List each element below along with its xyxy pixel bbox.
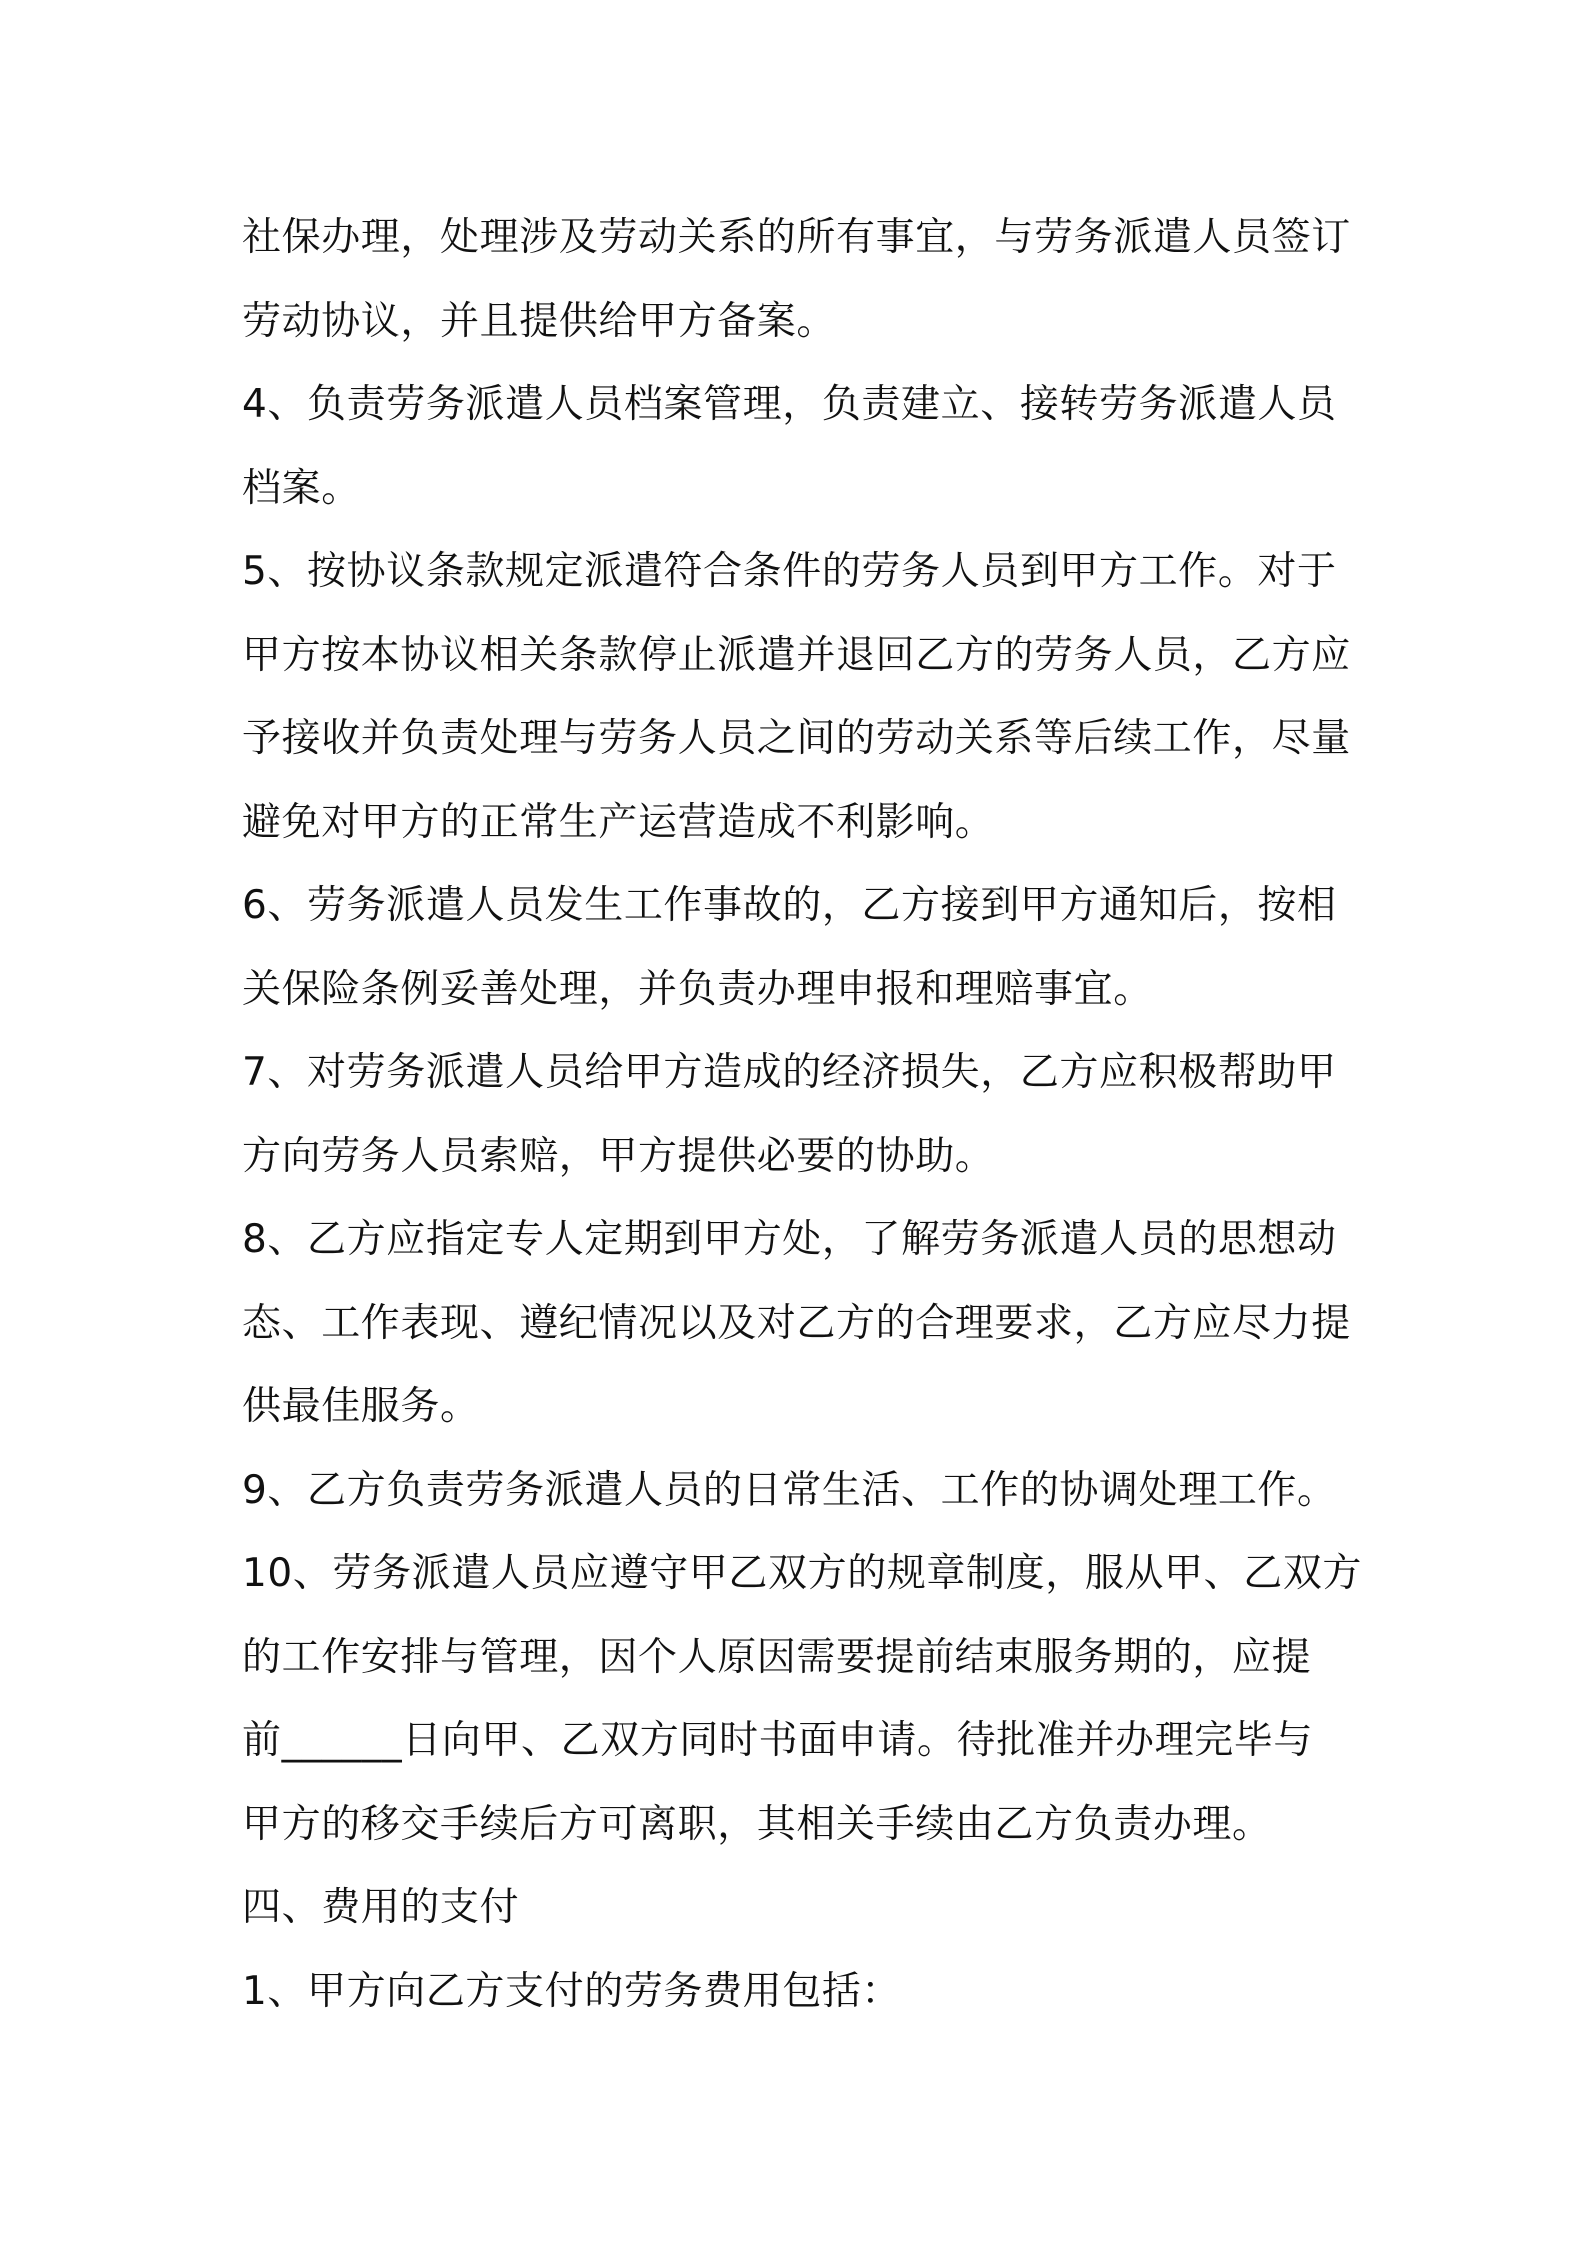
text-line: 甲方按本协议相关条款停止派遣并退回乙方的劳务人员，乙方应 xyxy=(242,632,1351,678)
text-line: 9、乙方负责劳务派遣人员的日常生活、工作的协调处理工作。 xyxy=(242,1467,1337,1513)
paragraph-continued xyxy=(242,196,1352,363)
text-line: 劳动协议，并且提供给甲方备案。 xyxy=(242,298,837,344)
text-line: 10、劳务派遣人员应遵守甲乙双方的规章制度，服从甲、乙双方 xyxy=(242,1551,1363,1596)
paragraph-item-9 xyxy=(242,1449,1352,1533)
text-line: 避免对甲方的正常生产运营造成不利影响。 xyxy=(242,799,995,845)
paragraph-item-6 xyxy=(242,864,1352,1031)
text-line: 8、乙方应指定专人定期到甲方处，了解劳务派遣人员的思想动 xyxy=(242,1217,1337,1262)
paragraph-fees-item-1 xyxy=(242,1950,1352,2034)
text-line: 四、费用的支付 xyxy=(242,1885,520,1930)
paragraph-item-5 xyxy=(242,530,1352,864)
text-line: 档案。 xyxy=(242,465,361,511)
text-line: 1、甲方向乙方支付的劳务费用包括： xyxy=(242,1968,902,2014)
text-line: 的工作安排与管理，因个人原因需要提前结束服务期的，应提 xyxy=(242,1634,1312,1680)
text-line: 供最佳服务。 xyxy=(242,1384,480,1429)
paragraph-item-4 xyxy=(242,363,1352,530)
paragraph-item-7 xyxy=(242,1031,1352,1198)
text-line: 4、负责劳务派遣人员档案管理，负责建立、接转劳务派遣人员 xyxy=(242,382,1337,427)
document-page xyxy=(242,196,1363,2033)
text-line: 7、对劳务派遣人员给甲方造成的经济损失，乙方应积极帮助甲 xyxy=(242,1050,1337,1095)
text-line: 方向劳务人员索赔，甲方提供必要的协助。 xyxy=(242,1133,995,1179)
text-line: 6、劳务派遣人员发生工作事故的，乙方接到甲方通知后，按相 xyxy=(242,883,1337,928)
text-line: 甲方的移交手续后方可离职，其相关手续由乙方负责办理。 xyxy=(242,1801,1272,1847)
text-line: 关保险条例妥善处理，并负责办理申报和理赔事宜。 xyxy=(242,966,1153,1012)
text-line: 社保办理，处理涉及劳动关系的所有事宜，与劳务派遣人员签订 xyxy=(242,215,1351,260)
text-line: 前______日向甲、乙双方同时书面申请。待批准并办理完毕与 xyxy=(242,1718,1314,1763)
text-line: 态、工作表现、遵纪情况以及对乙方的合理要求，乙方应尽力提 xyxy=(242,1300,1351,1346)
text-line: 5、按协议条款规定派遣符合条件的劳务人员到甲方工作。对于 xyxy=(242,549,1337,594)
paragraph-item-10 xyxy=(242,1532,1363,1866)
text-line: 予接收并负责处理与劳务人员之间的劳动关系等后续工作，尽量 xyxy=(242,716,1351,761)
section-heading-fees xyxy=(242,1866,1352,1950)
paragraph-item-8 xyxy=(242,1198,1352,1449)
